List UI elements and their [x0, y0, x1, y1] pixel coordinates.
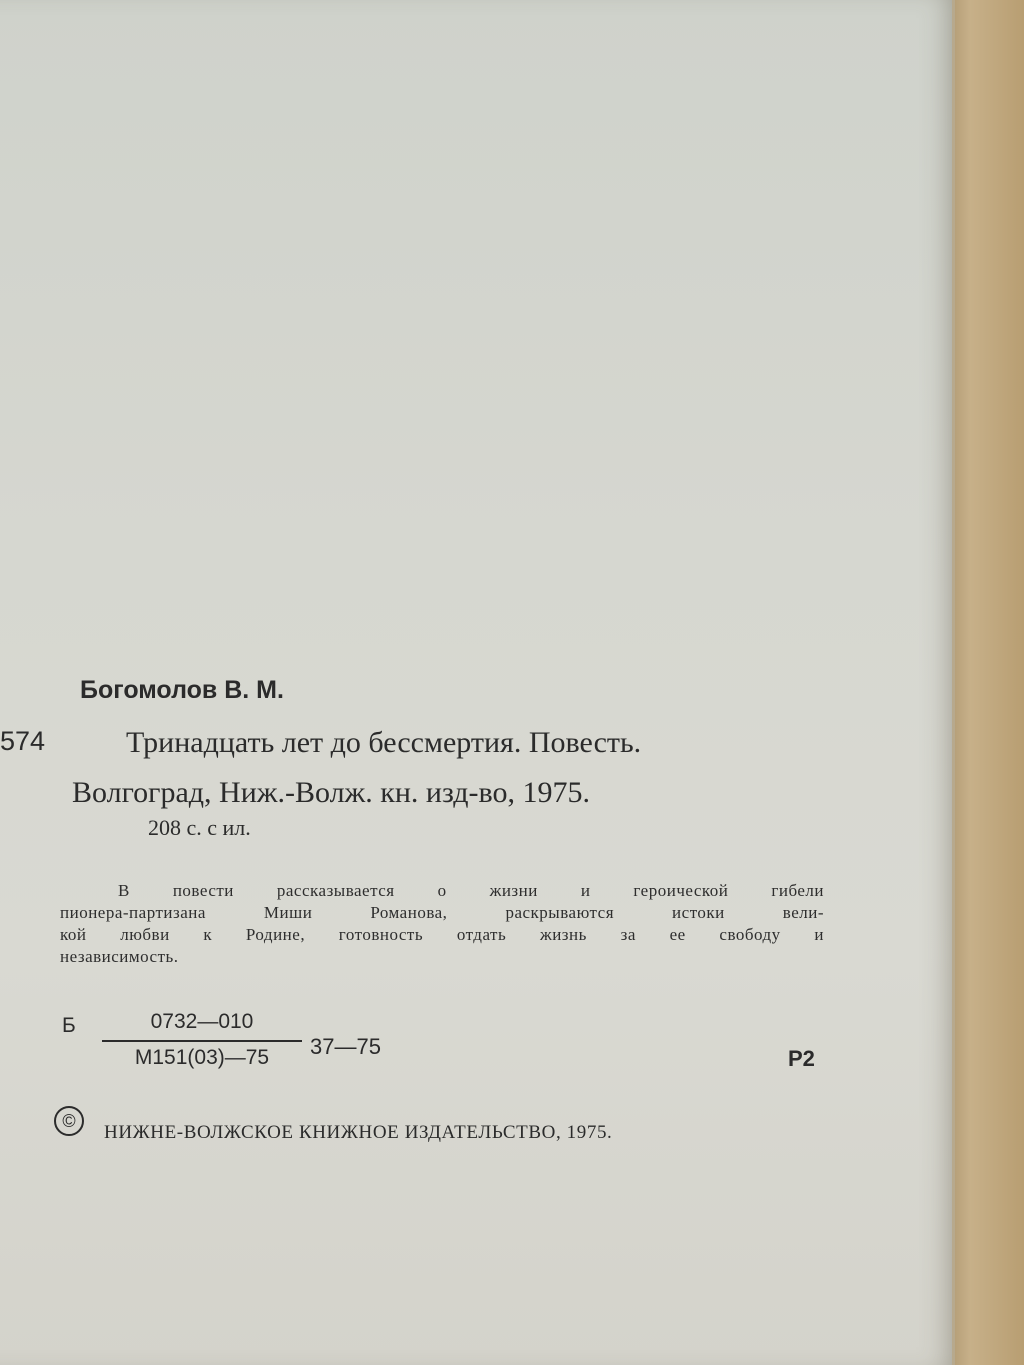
index-denominator: М151(03)—75	[134, 1046, 270, 1069]
fraction-bar	[102, 1040, 302, 1042]
annotation	[60, 880, 824, 968]
index-suffix: 37—75	[310, 1034, 381, 1059]
publication-place-line: Волгоград, Ниж.-Волж. кн. изд-во, 1975.	[72, 776, 590, 809]
publisher-copyright: НИЖНЕ-ВОЛЖСКОЕ КНИЖНОЕ ИЗДАТЕЛЬСТВО, 1975.	[104, 1122, 613, 1143]
classification-code: Р2	[788, 1046, 815, 1071]
annotation-line: В повести рассказывается о жизни и героической гибели	[118, 881, 824, 900]
index-numerator: 0732—010	[150, 1010, 254, 1033]
book-title-line: Тринадцать лет до бессмертия. Повесть.	[126, 726, 642, 759]
page-count: 208 с. с ил.	[148, 815, 251, 840]
catalog-code: 574	[0, 726, 46, 756]
index-prefix: Б	[62, 1014, 76, 1037]
copyright-icon: ©	[54, 1106, 84, 1136]
annotation-line: кой любви к Родине, готовность отдать жизнь за ее свободу и	[60, 925, 824, 944]
author-name: Богомолов В. М.	[80, 676, 284, 704]
annotation-line: независимость.	[60, 947, 179, 966]
annotation-line: пионера-партизана Миши Романова, раскрываются истоки вели-	[60, 903, 824, 922]
index-fraction	[102, 1010, 302, 1070]
